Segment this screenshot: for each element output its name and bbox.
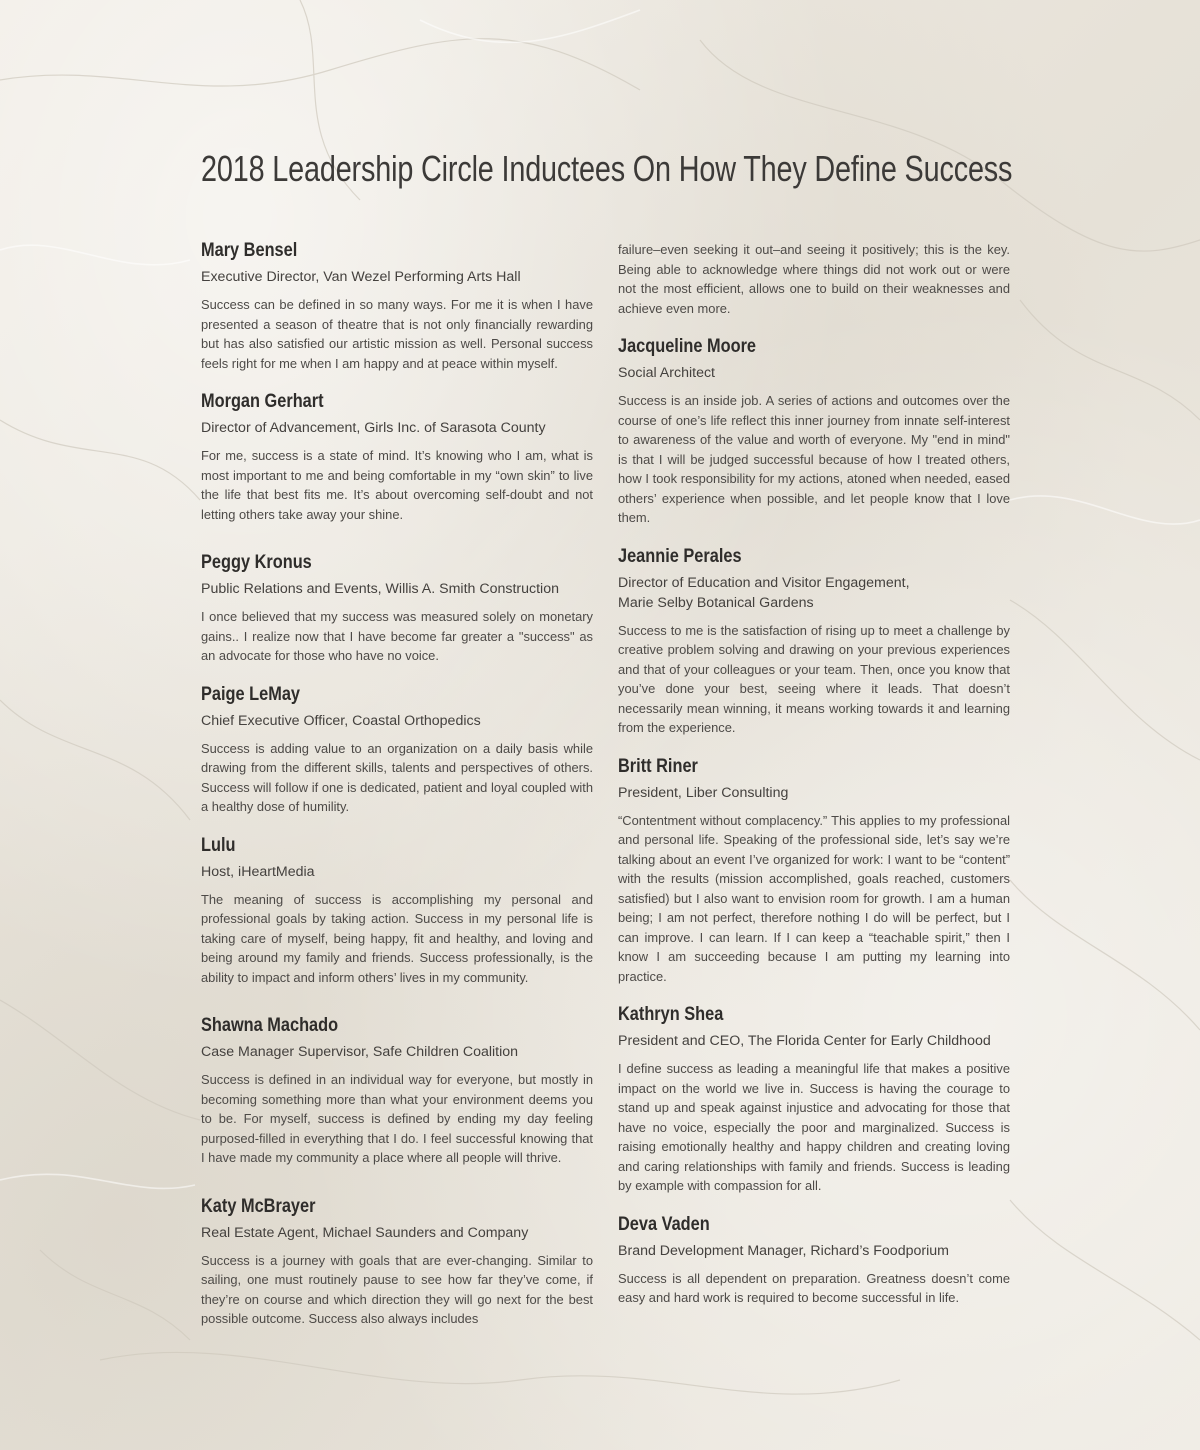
- entry-britt-riner: [618, 756, 1010, 987]
- inductee-role: Executive Director, Van Wezel Performing Arts Hall: [201, 269, 521, 285]
- inductee-role: Case Manager Supervisor, Safe Children Coalition: [201, 1044, 519, 1060]
- inductee-name: Britt Riner: [618, 755, 698, 777]
- entry-paige-lemay: [201, 684, 593, 817]
- entry-katy-mcbrayer: [201, 1196, 593, 1329]
- inductee-name: Shawna Machado: [201, 1015, 339, 1036]
- right-column: [618, 240, 1010, 1326]
- inductee-name: Paige LeMay: [201, 683, 300, 705]
- inductee-role: Chief Executive Officer, Coastal Orthopedics: [201, 712, 481, 729]
- entry-lulu: [201, 835, 593, 988]
- entry-kathryn-shea: [618, 1004, 1010, 1196]
- inductee-role: Social Architect: [618, 365, 715, 381]
- inductee-name: Deva Vaden: [618, 1213, 710, 1235]
- entry-morgan-gerhart: [201, 391, 593, 524]
- inductee-quote: Success is defined in an individual way for everyone, but mostly in becoming something more than what your environment deems you to be. For myself, success is defined by ending my day feeling purposed-filled in everything that I do. I feel successful knowing that I have made my community a place where all people will thrive.: [201, 1072, 593, 1165]
- inductee-quote: I once believed that my success was measured solely on monetary gains.. I realize now that I have become far greater a "success" as an advocate for those who have no voice.: [201, 609, 593, 663]
- inductee-name: Peggy Kronus: [201, 552, 312, 573]
- entry-mary-bensel: [201, 240, 593, 373]
- entry-jacqueline-moore: [618, 336, 1010, 528]
- inductee-quote: Success is a journey with goals that are ever-changing. Similar to sailing, one must routinely pause to see how far they’ve come, if they’re on course and which direction they will go next for the best possible outcome. Success also always includes: [201, 1252, 593, 1326]
- inductee-role: President, Liber Consulting: [618, 784, 789, 801]
- entry-shawna-machado: [201, 1015, 593, 1168]
- inductee-quote: I define success as leading a meaningful life that makes a positive impact on the world we live in. Success is having the courage to stand up and speak against injustice and advocating for those that have no voice, especially the poor and marginalized. Success is raising emotionally healthy and happy children and creating loving and caring relationships with family and friends. Success is leading by example with compassion for all.: [618, 1061, 1010, 1193]
- inductee-quote: “Contentment without complacency.” This applies to my professional and personal life. Speaking of the professional side, let’s say we’re talking about an event I’ve organized for work: I want to be “content” with the results (mission accomplished, goals reached, customers satisfied) but I also want to envision room for growth. I am a human being; I am not perfect, therefore nothing I do will be perfect, but I can improve. I can learn. If I can keep a “teachable spirit,” then I know I am succeeding because I am putting my learning into practice.: [618, 812, 1010, 984]
- entry-peggy-kronus: [201, 552, 593, 666]
- entry-deva-vaden: [618, 1214, 1010, 1308]
- inductee-role: Director of Education and Visitor Engagement,: [618, 574, 910, 591]
- inductee-name: Lulu: [201, 834, 236, 856]
- inductee-role: President and CEO, The Florida Center for Early Childhood: [618, 1033, 991, 1049]
- inductee-role: Director of Advancement, Girls Inc. of Sarasota County: [201, 420, 546, 436]
- inductee-role: Host, iHeartMedia: [201, 863, 315, 880]
- inductee-quote: Success can be defined in so many ways. For me it is when I have presented a season of theatre that is not only financially rewarding but has also satisfied our artistic mission as well. Personal success feels right for me when I am happy and at peace within myself.: [201, 297, 593, 371]
- inductee-quote: Success is all dependent on preparation. Greatness doesn’t come easy and hard work is required to become successful in life.: [618, 1270, 1010, 1305]
- inductee-role: Brand Development Manager, Richard’s Foodporium: [618, 1242, 949, 1259]
- inductee-name: Kathryn Shea: [618, 1004, 724, 1025]
- inductee-quote: Success is adding value to an organization on a daily basis while drawing from the different skills, talents and perspectives of others. Success will follow if one is dedicated, patient and loyal coupled with a healthy dose of humility.: [201, 740, 593, 814]
- inductee-name: Morgan Gerhart: [201, 391, 324, 412]
- inductee-name: Jacqueline Moore: [618, 336, 757, 357]
- entry-jeannie-perales: [618, 546, 1010, 738]
- inductee-name: Katy McBrayer: [201, 1195, 316, 1217]
- inductee-role: Public Relations and Events, Willis A. Smith Construction: [201, 581, 559, 597]
- inductee-quote: The meaning of success is accomplishing my personal and professional goals by taking action. Success in my personal life is taking care of myself, being happy, fit and healthy, and loving and being around my family and friends. Success professionally, is the ability to impact and inform others’ lives in my community.: [201, 891, 593, 985]
- inductee-quote: Success is an inside job. A series of actions and outcomes over the course of one’s life reflect this inner journey from innate self-interest to awareness of the value and worth of everyone. My "end in mind" is that I will be judged successful because of how I treated others, how I took responsibility for my actions, atoned when needed, eased others’ experience when possible, and let people know that I love them.: [618, 393, 1010, 525]
- inductee-name: Mary Bensel: [201, 240, 298, 261]
- inductee-organization: Marie Selby Botanical Gardens: [618, 594, 814, 611]
- left-column: [201, 240, 593, 1347]
- inductee-name: Jeannie Perales: [618, 545, 742, 567]
- quote-continuation: failure–even seeking it out–and seeing it positively; this is the key. Being able to acknowledge where things did not work out or were not the most efficient, allows one to build on their weaknesses and achieve even more.: [618, 242, 1010, 316]
- inductee-quote: Success to me is the satisfaction of rising up to meet a challenge by creative problem solving and drawing on your previous experiences and that of your colleagues or your team. Then, once you know that you’ve done your best, seeing where it leads. That doesn’t necessarily mean winning, it means working towards it and learning from the experience.: [618, 622, 1010, 735]
- inductee-role: Real Estate Agent, Michael Saunders and Company: [201, 1224, 529, 1241]
- entry-continuation: [618, 240, 1010, 318]
- inductee-quote: For me, success is a state of mind. It’s knowing who I am, what is most important to me and being comfortable in my “own skin” to live the life that best fits me. It’s about overcoming self-doubt and not letting others take away your shine.: [201, 448, 593, 522]
- page-title: 2018 Leadership Circle Inductees On How They Define Success: [201, 148, 1013, 189]
